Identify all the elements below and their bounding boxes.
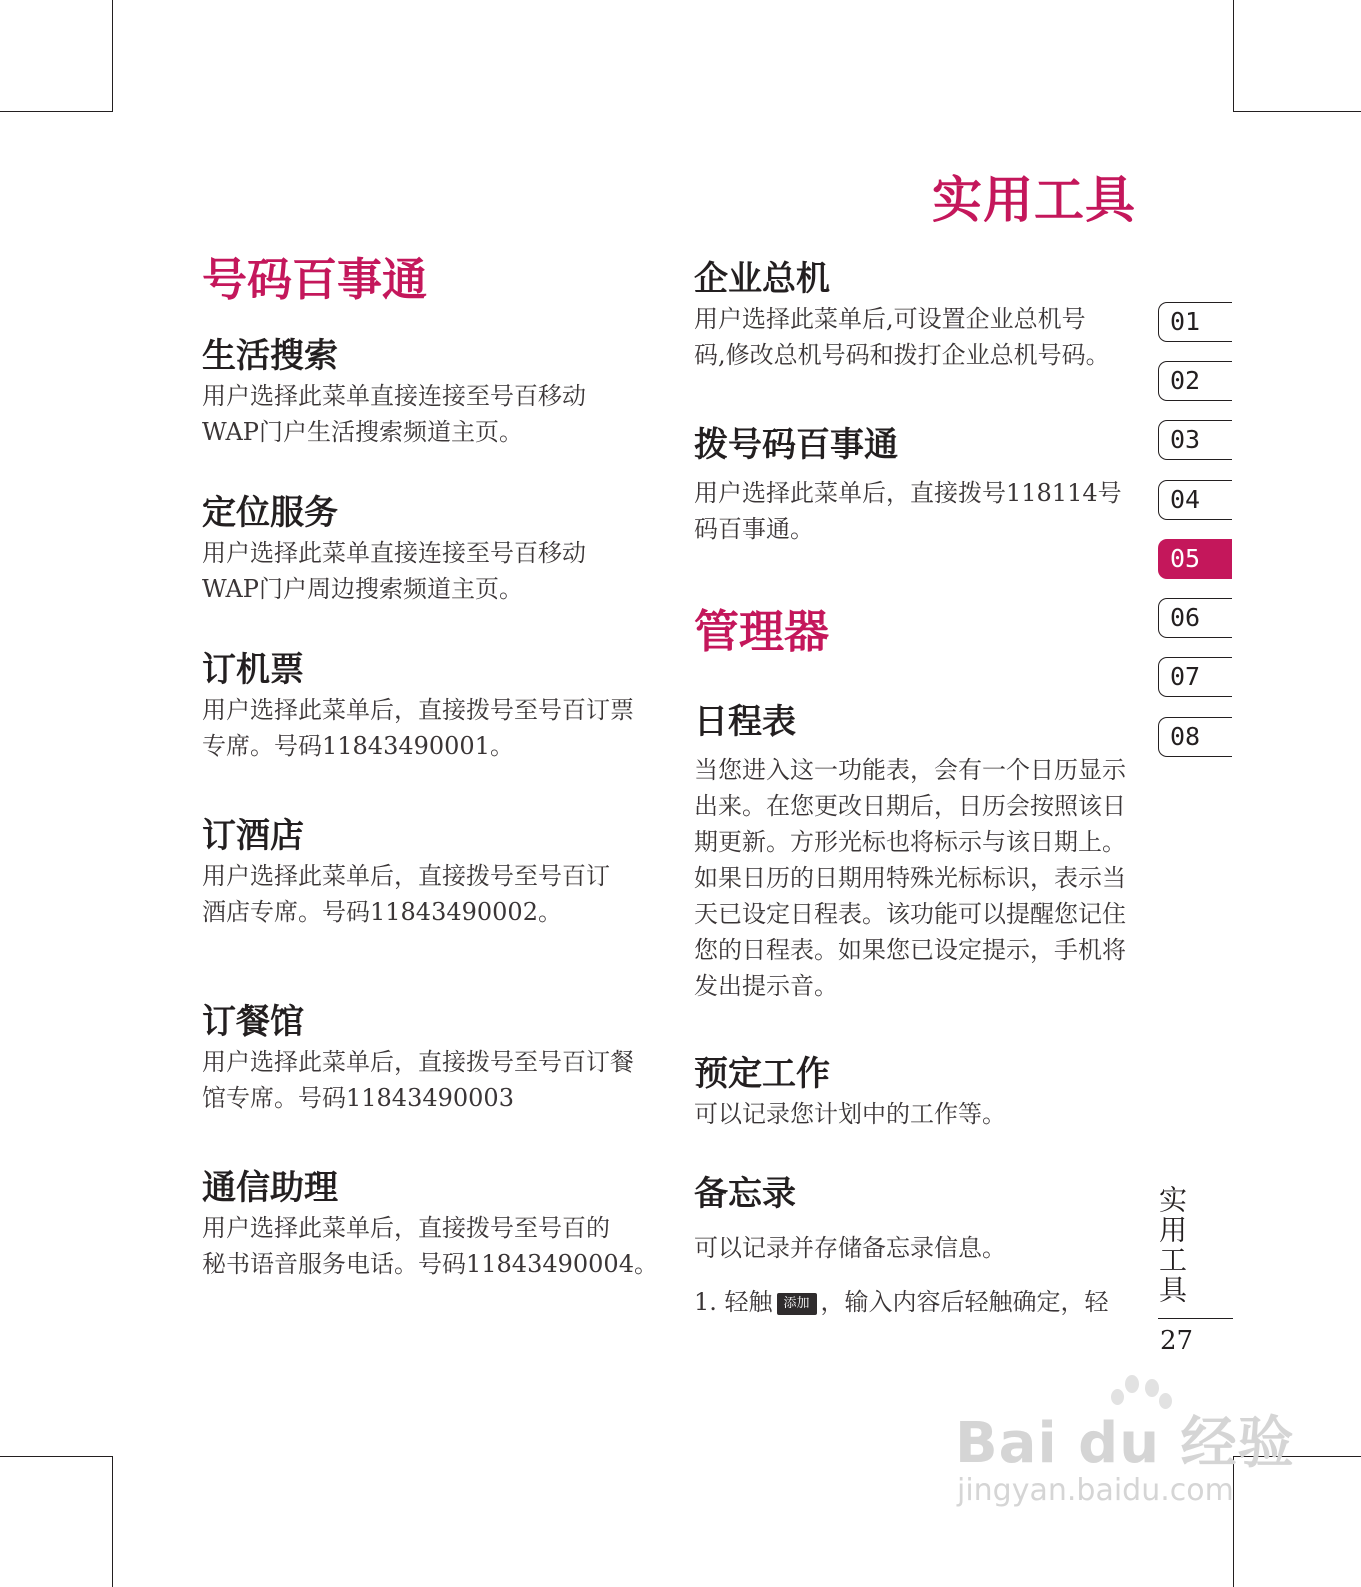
item-text: 用户选择此菜单后，直接拨号至号百的 秘书语音服务电话。号码11843490004。	[202, 1214, 658, 1278]
item-title: 预定工作	[694, 1054, 830, 1094]
item-text: 用户选择此菜单后,可设置企业总机号 码,修改总机号码和拨打企业总机号码。	[694, 305, 1110, 369]
item-life-search	[202, 334, 586, 450]
crop-mark-tr-v	[1233, 0, 1234, 112]
item-title: 日程表	[694, 702, 796, 742]
item-restaurant-booking	[202, 1000, 634, 1116]
item-text: 用户选择此菜单后，直接拨号118114号 码百事通。	[694, 479, 1122, 543]
item-schedule	[694, 700, 1126, 1004]
side-chapter-label: 实用工具	[1155, 1185, 1188, 1305]
item-text: 可以记录您计划中的工作等。	[694, 1100, 1006, 1128]
item-title: 订酒店	[202, 816, 304, 856]
item-text: 用户选择此菜单直接连接至号百移动 WAP门户周边搜索频道主页。	[202, 539, 586, 603]
item-title: 拨号码百事通	[694, 425, 898, 465]
item-flight-booking	[202, 648, 634, 764]
add-button[interactable]: 添加	[777, 1293, 817, 1315]
item-text: 用户选择此菜单后，直接拨号至号百订 酒店专席。号码11843490002。	[202, 862, 610, 926]
item-text: 用户选择此菜单后，直接拨号至号百订票 专席。号码11843490001。	[202, 696, 634, 760]
crop-mark-tl-h	[0, 111, 112, 112]
tab-02[interactable]: 02	[1158, 361, 1232, 401]
item-planned-work	[694, 1052, 1006, 1132]
page-number: 27	[1160, 1326, 1194, 1356]
section-title-manager: 管理器	[694, 605, 830, 658]
tab-05-active[interactable]: 05	[1158, 539, 1232, 579]
item-title: 生活搜索	[202, 336, 338, 376]
tab-01[interactable]: 01	[1158, 302, 1232, 342]
watermark-url: jingyan.baidu.com	[957, 1473, 1234, 1508]
tab-04[interactable]: 04	[1158, 480, 1232, 520]
crop-mark-tr-h	[1233, 111, 1361, 112]
item-text: 当您进入这一功能表，会有一个日历显示 出来。在您更改日期后，日历会按照该日 期更新。方形光标也将标示与该日期上。 如果日历的日期用特殊光标标识，表示当 天已设定日程表。该功能可以提醒您记住 您的日程表。如果您已设定提示，手机将 发出提示音。	[694, 756, 1126, 1000]
crop-mark-bl-h	[0, 1456, 112, 1457]
crop-mark-tl-v	[112, 0, 113, 112]
item-title: 通信助理	[202, 1168, 338, 1208]
item-title: 订机票	[202, 650, 304, 690]
item-location-service	[202, 491, 586, 607]
item-text: 用户选择此菜单直接连接至号百移动 WAP门户生活搜索频道主页。	[202, 382, 586, 446]
item-title: 企业总机	[694, 259, 830, 299]
step-prefix: 1. 轻触	[694, 1288, 773, 1316]
step-suffix: ，输入内容后轻触确定，轻	[820, 1288, 1109, 1316]
memo-step-1	[694, 1284, 1109, 1320]
item-title: 备忘录	[694, 1174, 796, 1214]
item-text: 用户选择此菜单后，直接拨号至号百订餐 馆专席。号码11843490003	[202, 1048, 634, 1112]
watermark-logo-text: Bai du 经验	[955, 1411, 1295, 1476]
item-title: 定位服务	[202, 493, 338, 533]
item-communication-assistant	[202, 1166, 658, 1282]
item-enterprise-switchboard	[694, 257, 1110, 373]
item-text: 可以记录并存储备忘录信息。	[694, 1234, 1006, 1262]
tab-07[interactable]: 07	[1158, 657, 1232, 697]
item-hotel-booking	[202, 814, 610, 930]
crop-mark-bl-v	[112, 1456, 113, 1587]
baidu-jingyan-watermark	[955, 1375, 1295, 1515]
tab-03[interactable]: 03	[1158, 420, 1232, 460]
item-dial-number-service	[694, 423, 1122, 547]
page-number-rule	[1158, 1318, 1233, 1319]
tab-06[interactable]: 06	[1158, 598, 1232, 638]
section-title-number-service: 号码百事通	[202, 253, 428, 306]
item-title: 订餐馆	[202, 1002, 304, 1042]
item-memo	[694, 1172, 1006, 1266]
tab-08[interactable]: 08	[1158, 717, 1232, 757]
page-title: 实用工具	[932, 170, 1136, 229]
